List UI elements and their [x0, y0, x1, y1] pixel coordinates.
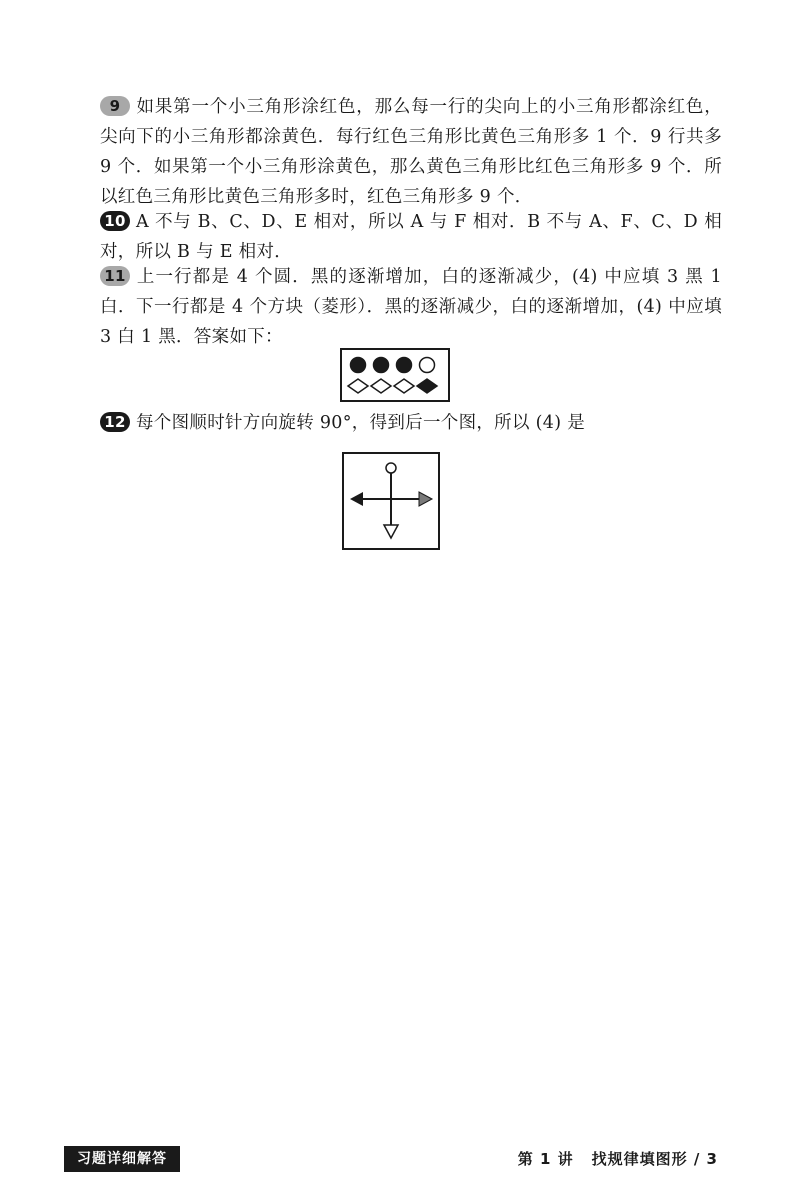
answer-10 — [100, 207, 722, 267]
answer-9 — [100, 92, 722, 212]
section-label: 习题详细解答 — [64, 1146, 180, 1172]
black-circle — [397, 358, 412, 373]
answer-number-badge: 10 — [100, 211, 130, 231]
page-number: / 3 — [693, 1150, 718, 1168]
answer-text: 如果第一个小三角形涂红色，那么每一行的尖向上的小三角形都涂红色，尖向下的小三角形都涂黄色．每行红色三角形比黄色三角形多 1 个．9 行共多 9 个．如果第一个小三角形涂黄色，那么黄色三角形比红色三角形多 9 个．所以红色三角形比黄色三角形多时，红色三角形多 9 个． — [100, 97, 722, 207]
answer-number-badge: 9 — [100, 96, 130, 116]
figure-11-answer-grid — [340, 348, 450, 402]
open-circle-end — [386, 463, 396, 473]
figure-12-rotated-cross — [342, 452, 440, 550]
chapter-number: 第 1 讲 — [517, 1150, 574, 1168]
answer-11 — [100, 262, 722, 352]
answer-12 — [100, 408, 722, 438]
answer-text: A 不与 B、C、D、E 相对，所以 A 与 F 相对．B 不与 A、F、C、D 相对，所以 B 与 E 相对． — [100, 212, 722, 262]
white-circle — [420, 358, 435, 373]
answer-text: 上一行都是 4 个圆．黑的逐渐增加，白的逐渐减少，(4) 中应填 3 黑 1 白．下一行都是 4 个方块（菱形）．黑的逐渐减少，白的逐渐增加，(4) 中应填 3 白 1 黑．答案如下： — [100, 267, 722, 347]
black-circle — [351, 358, 366, 373]
answer-number-badge: 11 — [100, 266, 130, 286]
running-footer — [518, 1148, 718, 1170]
answer-text: 每个图顺时针方向旋转 90°，得到后一个图，所以 (4) 是 — [136, 413, 585, 433]
chapter-title: 找规律填图形 — [591, 1150, 688, 1168]
answer-number-badge: 12 — [100, 412, 130, 432]
black-circle — [374, 358, 389, 373]
